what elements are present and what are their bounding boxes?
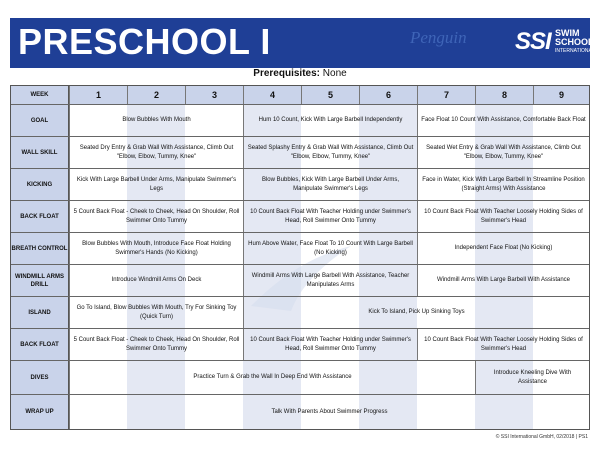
back-float-weeks-1-3: 5 Count Back Float - Cheek to Cheek, Head On Shoulder, Roll Swimmer Onto Tummy (69, 201, 243, 232)
week-number: 7 (417, 86, 475, 104)
dives-weeks-1-7: Practice Turn & Grab the Wall In Deep End With Assistance (69, 361, 475, 394)
penguin-logo: Penguin (410, 28, 467, 47)
prerequisites-line (0, 68, 600, 79)
row-label: WRAP UP (11, 395, 69, 429)
wrap-up-row (11, 394, 589, 429)
week-number: 1 (69, 86, 127, 104)
ssi-logo: SSI (515, 28, 551, 55)
kicking-weeks-4-6: Blow Bubbles, Kick With Large Barbell Under Arms, Manipulate Swimmer's Legs (243, 169, 417, 200)
island-weeks-1-3: Go To Island, Blow Bubbles With Mouth, Try For Sinking Toy (Quick Turn) (69, 297, 243, 328)
prerequisites-label: Prerequisites: (253, 68, 320, 79)
back-float-row-2 (11, 328, 589, 360)
ssi-logo-text (555, 29, 600, 56)
wrap-up-all-weeks: Talk With Parents About Swimmer Progress (69, 395, 589, 429)
dives-row (11, 360, 589, 394)
wall-skill-weeks-7-9: Seated Wet Entry & Grab Wall With Assistance, Climb Out "Elbow, Elbow, Tummy, Knee" (417, 137, 589, 168)
windmill-weeks-4-6: Windmill Arms With Large Barbell With Assistance, Teacher Manipulates Arms (243, 265, 417, 296)
back-float-2-weeks-7-9: 10 Count Back Float With Teacher Loosely Holding Sides of Swimmer's Head (417, 329, 589, 360)
back-float-row (11, 200, 589, 232)
back-float-2-weeks-4-6: 10 Count Back Float With Teacher Holding under Swimmer's Head, Roll Swimmer Onto Tummy (243, 329, 417, 360)
week-label: WEEK (11, 86, 69, 104)
wall-skill-weeks-1-3: Seated Dry Entry & Grab Wall With Assistance, Climb Out "Elbow, Elbow, Tummy, Knee" (69, 137, 243, 168)
breath-control-row (11, 232, 589, 264)
breath-control-weeks-4-6: Hum Above Water, Face Float To 10 Count With Large Barbell (No Kicking) (243, 233, 417, 264)
kicking-weeks-1-3: Kick With Large Barbell Under Arms, Manipulate Swimmer's Legs (69, 169, 243, 200)
windmill-weeks-1-3: Introduce Windmill Arms On Deck (69, 265, 243, 296)
breath-control-weeks-7-9: Independent Face Float (No Kicking) (417, 233, 589, 264)
prerequisites-value: None (322, 68, 347, 79)
row-label: WINDMILL ARMS DRILL (11, 265, 69, 296)
lesson-plan-table (10, 85, 590, 430)
page-header (10, 18, 600, 68)
windmill-weeks-7-9: Windmill Arms With Large Barbell With Assistance (417, 265, 589, 296)
week-number: 3 (185, 86, 243, 104)
back-float-2-weeks-1-3: 5 Count Back Float - Cheek to Cheek, Head On Shoulder, Roll Swimmer Onto Tummy (69, 329, 243, 360)
kicking-row (11, 168, 589, 200)
week-header-row (11, 86, 589, 104)
back-float-weeks-7-9: 10 Count Back Float With Teacher Loosely Holding Sides of Swimmer's Head (417, 201, 589, 232)
windmill-arms-row (11, 264, 589, 296)
row-label: GOAL (11, 105, 69, 136)
goal-weeks-1-3: Blow Bubbles With Mouth (69, 105, 243, 136)
wall-skill-row (11, 136, 589, 168)
row-label: KICKING (11, 169, 69, 200)
wall-skill-weeks-4-6: Seated Splashy Entry & Grab Wall With Assistance, Climb Out "Elbow, Elbow, Tummy, Knee" (243, 137, 417, 168)
island-weeks-4-9: Kick To Island, Pick Up Sinking Toys (243, 297, 589, 328)
ssi-line-1: SWIM (555, 28, 580, 38)
week-number: 4 (243, 86, 301, 104)
dives-weeks-8-9: Introduce Kneeling Dive With Assistance (475, 361, 589, 394)
row-label: BACK FLOAT (11, 201, 69, 232)
week-number: 8 (475, 86, 533, 104)
ssi-line-2: SCHOOLS (555, 37, 600, 47)
page-title: PRESCHOOL I (18, 21, 271, 62)
ssi-line-3: INTERNATIONAL (555, 48, 595, 54)
week-number: 6 (359, 86, 417, 104)
row-label: ISLAND (11, 297, 69, 328)
row-label: DIVES (11, 361, 69, 394)
goal-weeks-4-6: Hum 10 Count, Kick With Large Barbell Independently (243, 105, 417, 136)
island-row (11, 296, 589, 328)
week-number: 2 (127, 86, 185, 104)
goal-weeks-7-9: Face Float 10 Count With Assistance, Comfortable Back Float (417, 105, 589, 136)
week-number: 5 (301, 86, 359, 104)
week-number: 9 (533, 86, 589, 104)
goal-row (11, 104, 589, 136)
kicking-weeks-7-9: Face in Water, Kick With Large Barbell In Streamline Position (Straight Arms) With Assistance (417, 169, 589, 200)
breath-control-weeks-1-3: Blow Bubbles With Mouth, Introduce Face Float Holding Swimmer's Hands (No Kicking) (69, 233, 243, 264)
row-label: WALL SKILL (11, 137, 69, 168)
row-label: BACK FLOAT (11, 329, 69, 360)
back-float-weeks-4-6: 10 Count Back Float With Teacher Holding under Swimmer's Head, Roll Swimmer Onto Tummy (243, 201, 417, 232)
copyright-footer: © SSI International GmbH, 02/2018 | PS1 (495, 434, 588, 440)
row-label: BREATH CONTROL (11, 233, 69, 264)
